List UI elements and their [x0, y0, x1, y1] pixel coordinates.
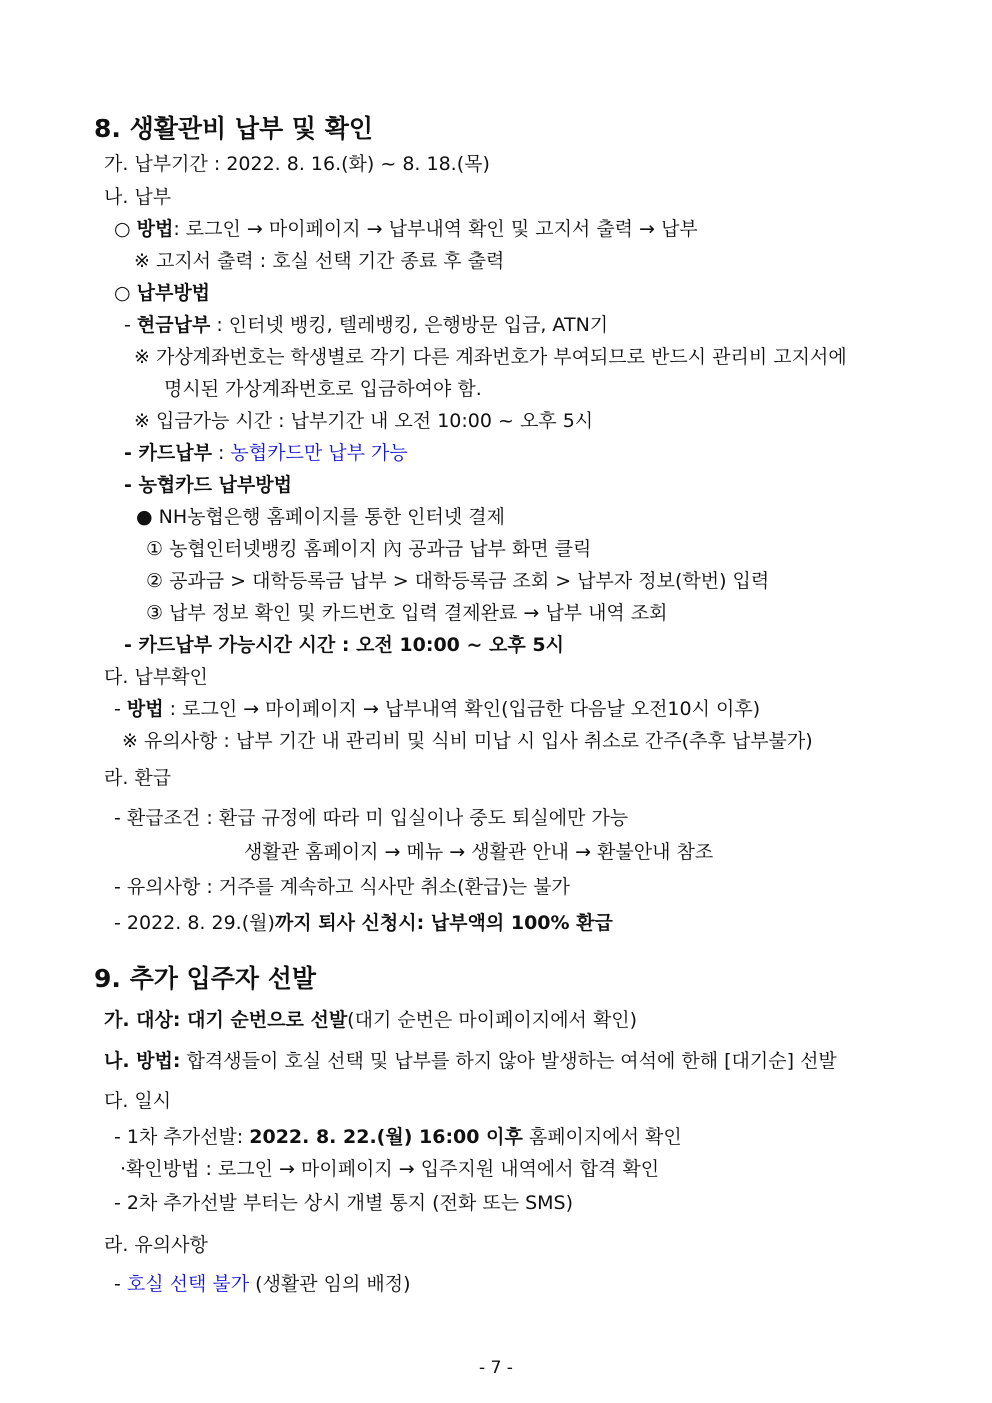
target-text: (대기 순번은 마이페이지에서 확인) — [347, 1009, 638, 1031]
card-line — [124, 441, 408, 465]
first-round-post: 홈페이지에서 확인 — [522, 1126, 682, 1148]
card-head: - 카드납부 — [124, 442, 212, 464]
dash: - — [114, 1273, 127, 1295]
cash-note-1: ※ 가상계좌번호는 학생별로 각기 다른 계좌번호가 부여되므로 반드시 관리비 고지서에 — [134, 346, 847, 368]
schedule-heading: 다. 일시 — [104, 1090, 172, 1112]
pay-method-head: 납부방법 — [136, 282, 211, 304]
target-head: 가. 대상: 대기 순번으로 선발 — [104, 1009, 348, 1031]
caution-line — [114, 1272, 411, 1296]
dash: - — [114, 698, 127, 720]
page-number: - 7 - — [479, 1358, 513, 1378]
nh-step-3: ③ 납부 정보 확인 및 카드번호 입력 결제완료 → 납부 내역 조회 — [146, 602, 668, 624]
nh-step-2: ② 공과금 > 대학등록금 납부 > 대학등록금 조회 > 납부자 정보(학번) 입력 — [146, 570, 770, 592]
first-round-check: ·확인방법 : 로그인 → 마이페이지 → 입주지원 내역에서 합격 확인 — [120, 1158, 660, 1180]
confirm-heading: 다. 납부확인 — [104, 666, 208, 688]
refund-cond-2: 생활관 홈페이지 → 메뉴 → 생활관 안내 → 환불안내 참조 — [244, 841, 714, 863]
cash-line — [124, 313, 608, 337]
method-head: 방법 — [136, 218, 174, 240]
refund-note: - 유의사항 : 거주를 계속하고 식사만 취소(환급)는 불가 — [114, 876, 570, 898]
first-round-pre: - 1차 추가선발: — [114, 1126, 250, 1148]
confirm-method — [114, 697, 760, 721]
section-9-title: 9. 추가 입주자 선발 — [94, 964, 317, 993]
card-text: 농협카드만 납부 가능 — [230, 442, 408, 464]
refund-heading: 라. 환급 — [104, 767, 172, 789]
circle-bullet: ○ — [114, 218, 137, 240]
refund-cond-1: - 환급조건 : 환급 규정에 따라 미 입실이나 중도 퇴실에만 가능 — [114, 807, 629, 829]
target-line — [104, 1008, 637, 1032]
nh-head: - 농협카드 납부방법 — [124, 474, 292, 496]
selection-method-head: 나. 방법: — [104, 1050, 181, 1072]
cash-note-3: ※ 입금가능 시간 : 납부기간 내 오전 10:00 ~ 오후 5시 — [134, 410, 594, 432]
circle-bullet: ○ — [114, 282, 137, 304]
refund-date-pre: - 2022. 8. 29.(월) — [114, 912, 275, 934]
method-text: : 로그인 → 마이페이지 → 납부내역 확인 및 고지서 출력 → 납부 — [173, 218, 698, 240]
first-round-date: 2022. 8. 22.(월) 16:00 이후 — [249, 1126, 523, 1148]
dash: - — [124, 314, 137, 336]
payment-heading: 나. 납부 — [104, 186, 172, 208]
card-colon: : — [211, 442, 231, 464]
cash-text: : 인터넷 뱅킹, 텔레뱅킹, 은행방문 입금, ATN기 — [210, 314, 609, 336]
refund-date-post: 까지 퇴사 신청시: 납부액의 100% 환급 — [274, 912, 613, 934]
confirm-method-head: 방법 — [126, 698, 164, 720]
second-round: - 2차 추가선발 부터는 상시 개별 통지 (전화 또는 SMS) — [114, 1192, 574, 1214]
method-line — [114, 217, 698, 241]
first-round — [114, 1125, 682, 1149]
payment-period: 가. 납부기간 : 2022. 8. 16.(화) ~ 8. 18.(목) — [104, 153, 490, 175]
selection-method-text: 합격생들이 호실 선택 및 납부를 하지 않아 발생하는 여석에 한해 [대기순] 선발 — [180, 1050, 837, 1072]
confirm-method-text: : 로그인 → 마이페이지 → 납부내역 확인(입금한 다음날 오전10시 이후) — [163, 698, 761, 720]
cash-head: 현금납부 — [136, 314, 211, 336]
caution-blue: 호실 선택 불가 — [126, 1273, 250, 1295]
selection-method — [104, 1049, 837, 1073]
nh-bullet: ● NH농협은행 홈페이지를 통한 인터넷 결제 — [136, 506, 505, 528]
caution-heading: 라. 유의사항 — [104, 1234, 208, 1256]
confirm-note: ※ 유의사항 : 납부 기간 내 관리비 및 식비 미납 시 입사 취소로 간주(추후 납부불가) — [122, 730, 813, 752]
caution-text: (생활관 임의 배정) — [249, 1273, 411, 1295]
nh-step-1: ① 농협인터넷뱅킹 홈페이지 內 공과금 납부 화면 클릭 — [146, 538, 592, 560]
pay-method-line — [114, 281, 210, 305]
section-8-title: 8. 생활관비 납부 및 확인 — [94, 114, 374, 143]
cash-note-2: 명시된 가상계좌번호로 입금하여야 함. — [164, 378, 482, 400]
card-time: - 카드납부 가능시간 시간 : 오전 10:00 ~ 오후 5시 — [124, 634, 564, 656]
refund-date — [114, 911, 613, 935]
method-note: ※ 고지서 출력 : 호실 선택 기간 종료 후 출력 — [134, 250, 505, 272]
